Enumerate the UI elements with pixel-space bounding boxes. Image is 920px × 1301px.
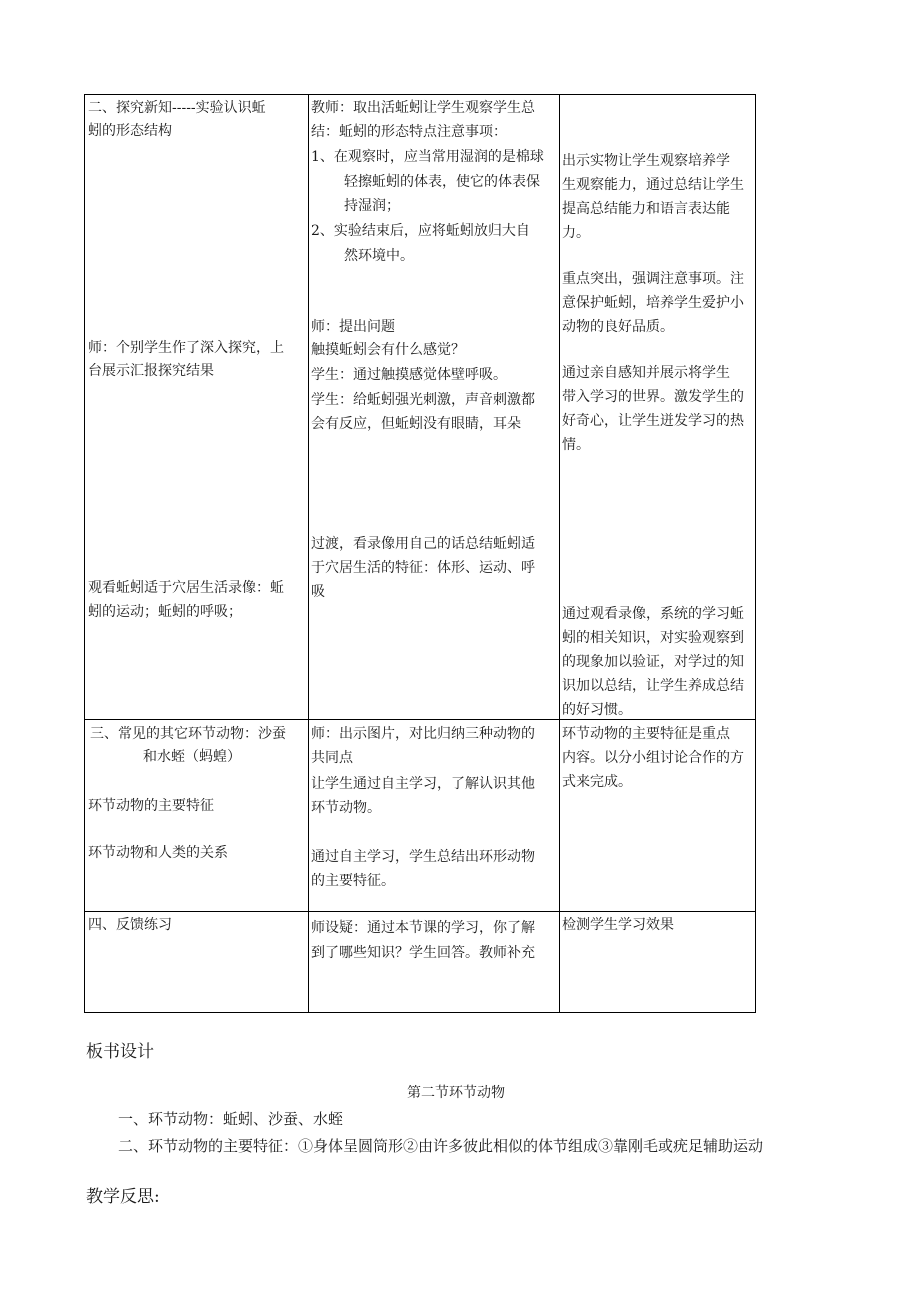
cell-text: 力。 — [562, 225, 590, 241]
cell-text: 四、反馈练习 — [88, 917, 172, 933]
cell-text: 通过自主学习，学生总结出环形动物 — [311, 849, 535, 865]
table-border-right — [755, 94, 756, 1013]
cell-text: 共同点 — [311, 750, 353, 766]
cell-text: 学生：给蚯蚓强光刺激，声音刺激都 — [311, 392, 535, 408]
cell-text: 台展示汇报探究结果 — [88, 363, 214, 379]
cell-text: 教师：取出活蚯蚓让学生观察学生总 — [311, 100, 535, 116]
cell-text: 学生：通过触摸感觉体壁呼吸。 — [311, 367, 507, 383]
cell-text: 蚓的相关知识，对实验观察到 — [562, 630, 744, 646]
cell-text: 持湿润； — [344, 198, 400, 214]
cell-text: 和水蛭（蚂蝗） — [143, 749, 241, 765]
cell-text: 出示实物让学生观察培养学 — [562, 153, 730, 169]
cell-text: 二、探究新知-----实验认识蚯 — [88, 100, 266, 116]
reflection-heading: 教学反思: — [86, 1187, 160, 1207]
cell-text: 提高总结能力和语言表达能 — [562, 201, 730, 217]
cell-text: 让学生通过自主学习，了解认识其他 — [311, 776, 535, 792]
cell-text: 师：个别学生作了深入探究，上 — [88, 340, 284, 356]
cell-text: 蚓的形态结构 — [88, 123, 172, 139]
cell-text: 内容。以分小组讨论合作的方 — [562, 750, 744, 766]
cell-text: 的好习惯。 — [562, 702, 632, 718]
cell-text: 环节动物。 — [311, 800, 381, 816]
cell-text: 检测学生学习效果 — [562, 917, 674, 933]
cell-text: 带入学习的世界。激发学生的 — [562, 389, 744, 405]
cell-text: 识加以总结，让学生养成总结 — [562, 678, 744, 694]
cell-text: 通过观看录像，系统的学习蚯 — [562, 606, 744, 622]
cell-text: 动物的良好品质。 — [562, 319, 674, 335]
board-title: 第二节环节动物 — [407, 1085, 505, 1101]
table-row-divider — [84, 911, 756, 912]
cell-text: 会有反应，但蚯蚓没有眼睛，耳朵 — [311, 416, 521, 432]
cell-text: 结：蚯蚓的形态特点注意事项： — [311, 124, 507, 140]
cell-text: 1、在观察时，应当常用湿润的是棉球 — [311, 149, 544, 165]
cell-text: 蚓的运动；蚯蚓的呼吸； — [88, 604, 242, 620]
table-row-divider — [84, 719, 756, 720]
cell-text: 意保护蚯蚓，培养学生爱护小 — [562, 295, 744, 311]
cell-text: 于穴居生活的特征：体形、运动、呼 — [311, 560, 535, 576]
cell-text: 过渡，看录像用自己的话总结蚯蚓适 — [311, 536, 535, 552]
cell-text: 师设疑：通过本节课的学习，你了解 — [311, 920, 535, 936]
cell-text: 2、实验结束后，应将蚯蚓放归大自 — [311, 223, 530, 239]
cell-text: 环节动物的主要特征 — [88, 798, 214, 814]
cell-text: 轻擦蚯蚓的体表，使它的体表保 — [344, 174, 540, 190]
cell-text: 的现象加以验证，对学过的知 — [562, 654, 744, 670]
cell-text: 生观察能力，通过总结让学生 — [562, 177, 744, 193]
cell-text: 触摸蚯蚓会有什么感觉？ — [311, 342, 465, 358]
cell-text: 好奇心，让学生迸发学习的热 — [562, 413, 744, 429]
table-border-bottom — [84, 1012, 756, 1013]
table-border-left — [84, 94, 85, 1013]
cell-text: 师：出示图片，对比归纳三种动物的 — [311, 726, 535, 742]
table-border-top — [84, 94, 756, 95]
cell-text: 师：提出问题 — [311, 319, 395, 335]
cell-text: 的主要特征。 — [311, 873, 395, 889]
cell-text: 吸 — [311, 584, 325, 600]
cell-text: 情。 — [562, 437, 590, 453]
table-col-divider — [308, 94, 309, 1013]
cell-text: 环节动物的主要特征是重点 — [562, 726, 730, 742]
cell-text: 三、常见的其它环节动物：沙蚕 — [90, 726, 286, 742]
cell-text: 环节动物和人类的关系 — [88, 845, 228, 861]
cell-text: 到了哪些知识？学生回答。教师补充 — [311, 945, 535, 961]
board-line: 二、环节动物的主要特征：①身体呈圆筒形②由许多彼此相似的体节组成③靠刚毛或疣足辅助运动 — [118, 1137, 764, 1155]
board-heading: 板书设计 — [86, 1042, 154, 1062]
cell-text: 观看蚯蚓适于穴居生活录像：蚯 — [88, 580, 284, 596]
board-line: 一、环节动物：蚯蚓、沙蚕、水蛭 — [118, 1110, 344, 1128]
cell-text: 重点突出，强调注意事项。注 — [562, 271, 744, 287]
table-col-divider — [559, 94, 560, 1013]
cell-text: 通过亲自感知并展示将学生 — [562, 365, 730, 381]
cell-text: 然环境中。 — [344, 248, 414, 264]
cell-text: 式来完成。 — [562, 774, 632, 790]
